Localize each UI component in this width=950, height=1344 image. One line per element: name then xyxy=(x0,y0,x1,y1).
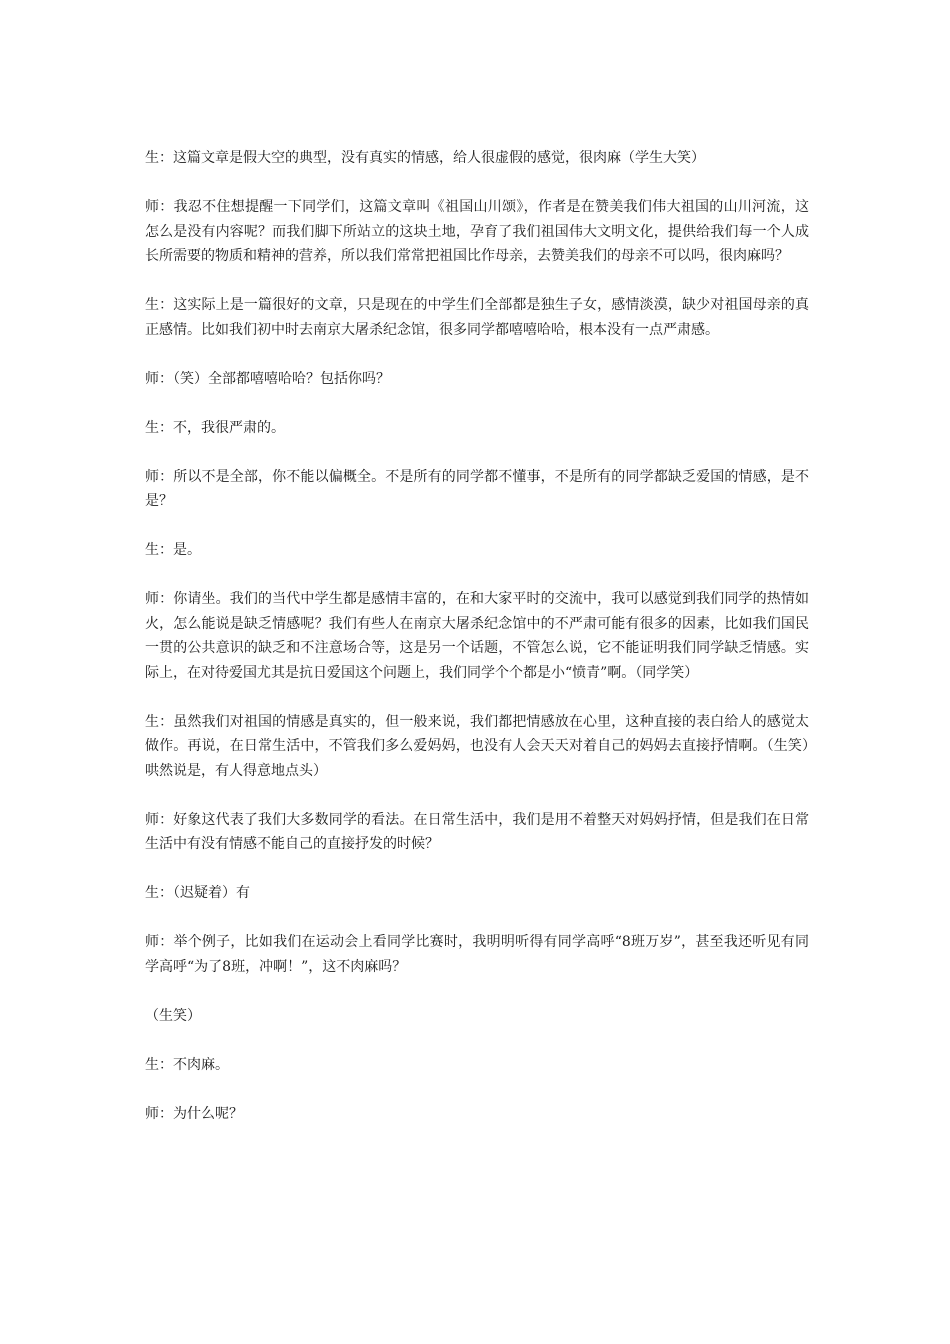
dialogue-paragraph: 师：我忍不住想提醒一下同学们，这篇文章叫《祖国山川颂》，作者是在赞美我们伟大祖国的山川河流，这怎么是没有内容呢？而我们脚下所站立的这块土地，孕育了我们祖国伟大文明文化，提供给我们每一个人成长所需要的物质和精神的营养，所以我们常常把祖国比作母亲，去赞美我们的母亲不可以吗，很肉麻吗？ xyxy=(145,199,809,264)
dialogue-paragraph: 师：举个例子，比如我们在运动会上看同学比赛时，我明明听得有同学高呼“8班万岁”，甚至我还听见有同学高呼“为了8班，冲啊！”，这不肉麻吗？ xyxy=(145,934,809,975)
dialogue-paragraph: 生：（迟疑着）有 xyxy=(145,885,250,901)
dialogue-paragraph: 生：这实际上是一篇很好的文章，只是现在的中学生们全部都是独生子女，感情淡漠，缺少对祖国母亲的真正感情。比如我们初中时去南京大屠杀纪念馆，很多同学都嘻嘻哈哈，根本没有一点严肃感。 xyxy=(145,297,809,338)
document-body xyxy=(145,146,809,1151)
stage-direction: （生笑） xyxy=(145,1007,201,1024)
dialogue-paragraph: 生：不，我很严肃的。 xyxy=(145,419,285,436)
dialogue-paragraph: 师：好象这代表了我们大多数同学的看法。在日常生活中，我们是用不着整天对妈妈抒情，但是我们在日常生活中有没有情感不能自己的直接抒发的时候？ xyxy=(145,811,809,852)
dialogue-paragraph: 师：（笑）全部都嘻嘻哈哈？包括你吗？ xyxy=(145,370,390,387)
dialogue-paragraph: 师：为什么呢？ xyxy=(145,1105,243,1122)
dialogue-paragraph: 师：你请坐。我们的当代中学生都是感情丰富的，在和大家平时的交流中，我可以感觉到我们同学的热情如火，怎么能说是缺乏情感呢？我们有些人在南京大屠杀纪念馆中的不严肃可能有很多的因素，比如我们国民一贯的公共意识的缺乏和不注意场合等，这是另一个话题，不管怎么说，它不能证明我们同学缺乏情感。实际上，在对待爱国尤其是抗日爱国这个问题上，我们同学个个都是小“愤青”啊。（同学笑） xyxy=(145,591,809,681)
dialogue-paragraph: 生：虽然我们对祖国的情感是真实的，但一般来说，我们都把情感放在心里，这种直接的表白给人的感觉太做作。再说，在日常生活中，不管我们多么爱妈妈，也没有人会天天对着自己的妈妈去直接抒情啊。（生笑）哄然说是，有人得意地点头） xyxy=(145,713,809,779)
dialogue-paragraph: 生：不肉麻。 xyxy=(145,1056,229,1073)
dialogue-paragraph: 生：这篇文章是假大空的典型，没有真实的情感，给人很虚假的感觉，很肉麻（学生大笑） xyxy=(145,150,705,166)
dialogue-paragraph: 生：是。 xyxy=(145,542,201,558)
dialogue-paragraph: 师：所以不是全部，你不能以偏概全。不是所有的同学都不懂事，不是所有的同学都缺乏爱国的情感，是不是？ xyxy=(145,468,809,509)
